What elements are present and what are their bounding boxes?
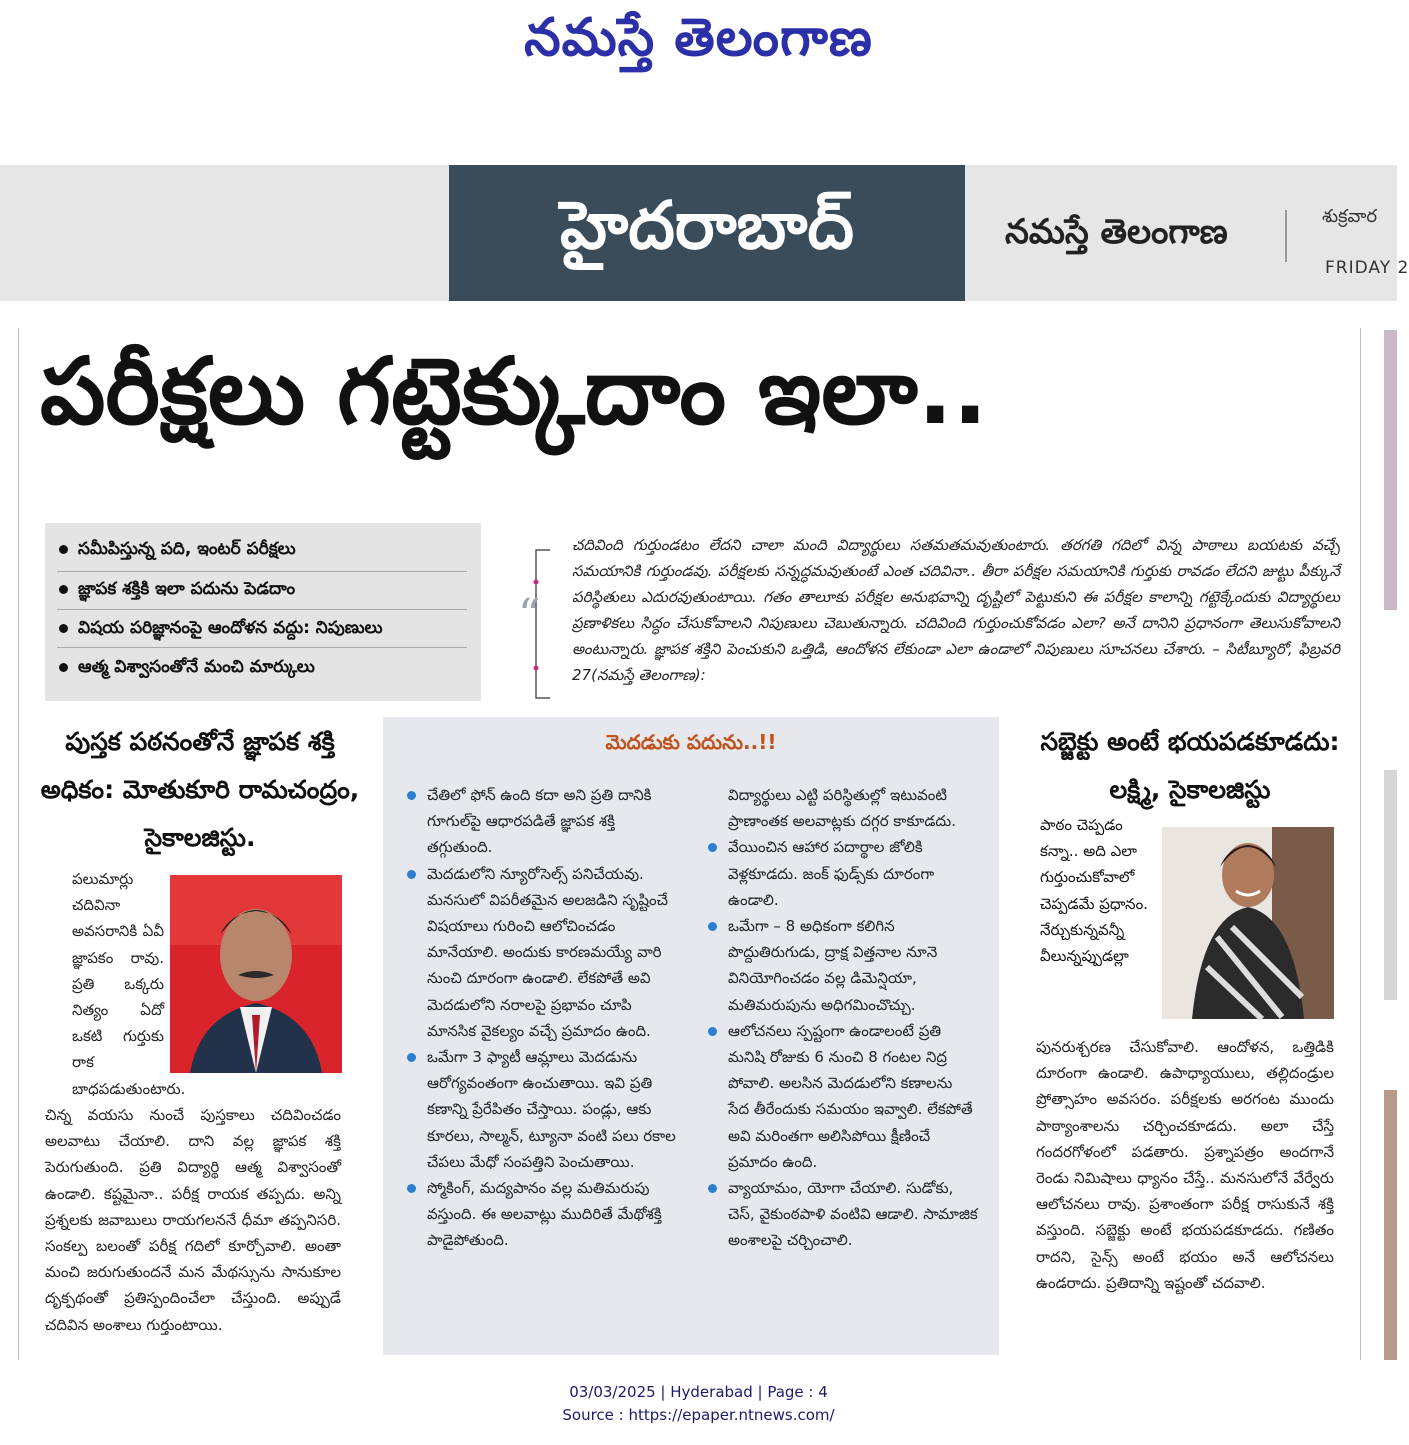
highlights-box [45,523,481,701]
masthead-logo: నమస్తే తెలంగాణ [524,8,873,68]
tip-item: వ్యాయామం, యోగా చేయాలి. సుడోకు, చెస్, వైకుంఠపాళి వంటివి ఆడాలి. సామాజిక అంశాలపై చర్చించాలి. [706,1175,978,1254]
sidebar-column-right [706,782,978,1254]
bullet-icon [708,922,717,931]
band-date-telugu: శుక్రవార [1322,206,1378,227]
footer-source: Source : https://epaper.ntnews.com/ [562,1406,835,1424]
highlight-item: ఆత్మ విశ్వాసంతోనే మంచి మార్కులు [59,657,469,681]
right-rule [1360,328,1361,1360]
bullet-icon [59,585,68,594]
tip-continuation: విద్యార్థులు ఎట్టి పరిస్థితుల్లో ఇటువంటి ప్రాణాంతక అలవాట్లకు దగ్గర కాకూడదు. [728,786,956,831]
column-text-left-wrap: పలుమార్లు చదివినా అవసరానికి ఏవీ జ్ఞాపకం రావు. ప్రతి ఒక్కరు నిత్యం ఏదో ఒకటి గుర్తుకు రాక బాధపడుతుంటారు. [72,870,186,1098]
highlight-item: విషయ పరిజ్ఞానంపై ఆందోళన వద్దు: నిపుణులు [59,618,469,642]
bullet-icon [59,663,68,672]
bullet-icon [708,1027,717,1036]
tip-item: స్మోకింగ్, మద్యపానం వల్ల మతిమరుపు వస్తుంది. ఈ అలవాట్లు ముదిరితే మేథోశక్తి పాడైపోతుంది. [405,1175,677,1254]
tip-item: ఆలోచనలు స్పష్టంగా ఉండాలంటే ప్రతి మనిషి రోజుకు 6 నుంచి 8 గంటల నిద్ర పోవాలి. అలసిన మెదడులోని కణాలను సేద తీరేందుకు సమయం ఇవ్వాలి. లేకపోతే అవి మరింతగా అలిసిపోయి క్షీణించే ప్రమాదం ఉంది. [706,1018,978,1175]
column-text-right-wrap: పాఠం చెప్పడం కన్నా.. అది ఎలా గుర్తుంచుకోవాలో చెప్పడమే ప్రధానం. నేర్చుకున్నవన్నీ వీలున్నప్పుడల్లా [1040,816,1148,966]
tip-item: వేయించిన ఆహార పదార్థాల జోలికి వెళ్లకూడదు. జంక్ ఫుడ్స్‌కు దూరంగా ఉండాలి. [706,834,978,913]
highlight-item: సమీపిస్తున్న పది, ఇంటర్ పరీక్షలు [59,539,469,563]
bullet-icon [407,791,416,800]
column-title-left: పుస్తక పఠనంతోనే జ్ఞాపక శక్తి అధికం: మోతుకూరి రామచంద్రం, సైకాలజిస్టు. [40,727,360,852]
band-divider [1285,210,1287,262]
highlight-item: జ్ఞాపక శక్తికి ఇలా పదును పెడదాం [59,579,469,603]
quote-bracket-icon [510,548,552,700]
column-title-right: సబ్జెక్టు అంటే భయపడకూడదు: లక్ష్మి, సైకాలజిస్టు [1040,727,1340,804]
tip-item: ఒమేగా 3 ఫ్యాటీ ఆమ్లాలు మెదడును ఆరోగ్యవంతంగా ఉంచుతాయి. ఇవి ప్రతి కణాన్ని ప్రేరేపితం చేస్తాయి. పండ్లు, ఆకు కూరలు, సాల్మన్, ట్యూనా వంటి పలు రకాల చేపలు మేధో సంపత్తిని పెంచుతాయి. [405,1044,677,1175]
adjacent-page-edge [1384,330,1397,1360]
band-date: FRIDAY 2 [1325,258,1409,278]
article-headline: పరీక్షలు గట్టెక్కుదాం ఇలా.. [40,338,988,445]
divider [57,609,467,610]
tip-item: ఒమేగా – 8 అధికంగా కలిగిన పొద్దుతిరుగుడు, ద్రాక్ష విత్తనాల నూనె వినియోగించడం వల్ల డిమెన్షియా, మతిమరుపును అధిగమించొచ్చు. [706,913,978,1018]
left-rule [18,328,19,1360]
svg-text:“: “ [518,590,541,641]
sidebar-title: మెదడుకు పదును..!! [605,730,777,754]
bullet-icon [708,843,717,852]
footer-page-info: 03/03/2025 | Hyderabad | Page : 4 [569,1383,828,1401]
divider [57,571,467,572]
bullet-icon [59,545,68,554]
bullet-icon [407,870,416,879]
section-title: హైదరాబాద్ [449,165,965,301]
column-text-left: చిన్న వయసు నుంచే పుస్తకాలు చదివించడం అలవాటు చేయాలి. దాని వల్ల జ్ఞాపక శక్తి పెరుగుతుంది. ప్రతి విద్యార్థి ఆత్మ విశ్వాసంతో ఉండాలి. కష్టమైనా.. పరీక్ష రాయక తప్పదు. అన్ని ప్రశ్నలకు జవాబులు రాయగలననే ధీమా తప్పనిసరి. సంకల్ప బలంతో పరీక్ష గదిలో కూర్చోవాలి. అంతా మంచి జరుగుతుందనే మన మేథస్సును సానుకూల దృక్పథంతో ప్రతిస్పందించేలా చేస్తుంది. అప్పుడే చదివిన అంశాలు గుర్తుంటాయి. [45,1106,341,1334]
bullet-icon [59,624,68,633]
band-logo: నమస్తే తెలంగాణ [1005,212,1228,252]
column-text-right: పునరుశ్చరణ చేసుకోవాలి. ఆందోళన, ఒత్తిడికి దూరంగా ఉండాలి. ఉపాధ్యాయులు, తల్లిదండ్రుల ప్రోత్సాహం అవసరం. పరీక్షలకు అరగంట ముందు పాఠ్యాంశాలను చర్చించకూడదు. అలా చేస్తే గందరగోళంలో పడతారు. ప్రశ్నాపత్రం అందగానే రెండు నిమిషాలు ధ్యానం చేస్తే.. మనసులోనే వేర్వేరు ఆలోచనలు రావు. ప్రశాంతంగా పరీక్ష రాసుకునే శక్తి వస్తుంది. సబ్జెక్టు అంటే భయపడకూడదు. గణితం రాదని, సైన్స్ అంటే భయం అనే ఆలోచనలు ఉండరాదు. ప్రతిదాన్ని ఇష్టంతో చదవాలి. [1036,1038,1334,1292]
bullet-icon [407,1184,416,1193]
sidebar-column-left [405,782,677,1254]
portrait-photo-left [170,875,342,1073]
bullet-icon [407,1053,416,1062]
divider [57,647,467,648]
article-intro: చదివింది గుర్తుండటం లేదని చాలా మంది విద్యార్థులు సతమతమవుతుంటారు. తరగతి గదిలో విన్న పాఠాలు బయటకు వచ్చే సమయానికి గుర్తుండవు. పరీక్షలకు సన్నద్ధమవుతుంటే ఎంత చదివినా.. తీరా పరీక్షల సమయానికి గుర్తుకు రావడం లేదని జుట్టు పీక్కునే పరిస్థితులు ఎదురవుతుంటాయి. గతం తాలూకు పరీక్షల అనుభవాన్ని దృష్టిలో పెట్టుకుని ఈ పరీక్షల కాలాన్ని గట్టెక్కేందుకు విద్యార్థులు ప్రణాళికలు సిద్ధం చేసుకోవాలని నిపుణులు చెబుతున్నారు. చదివింది గుర్తుంచుకోవడం ఎలా? అనే దానిని ప్రధానంగా తెలుసుకోవాలని అంటున్నారు. జ్ఞాపక శక్తిని పెంచుకుని ఒత్తిడి, ఆందోళన లేకుండా ఎలా ఉండాలో నిపుణులు సూచనలు చేశారు. – సిటీబ్యూరో, ఫిబ్రవరి 27(నమస్తే తెలంగాణ): [572,536,1340,684]
portrait-photo-right [1162,827,1334,1019]
tip-item: చేతిలో ఫోన్ ఉంది కదా అని ప్రతి దానికి గూగుల్‌పై ఆధారపడితే జ్ఞాపక శక్తి తగ్గుతుంది. [405,782,677,861]
tip-item: మెదడులోని న్యూరోసెల్స్ పనిచేయవు. మనసులో విపరీతమైన అలజడిని సృష్టించే విషయాలు గురించి ఆలోచించడం మానేయాలి. అందుకు కారణమయ్యే వారి నుంచి దూరంగా ఉండాలి. లేకపోతే అవి మెదడులోని నరాలపై ప్రభావం చూపి మానసిక వైకల్యం వచ్చే ప్రమాదం ఉంది. [405,861,677,1044]
bullet-icon [708,1184,717,1193]
